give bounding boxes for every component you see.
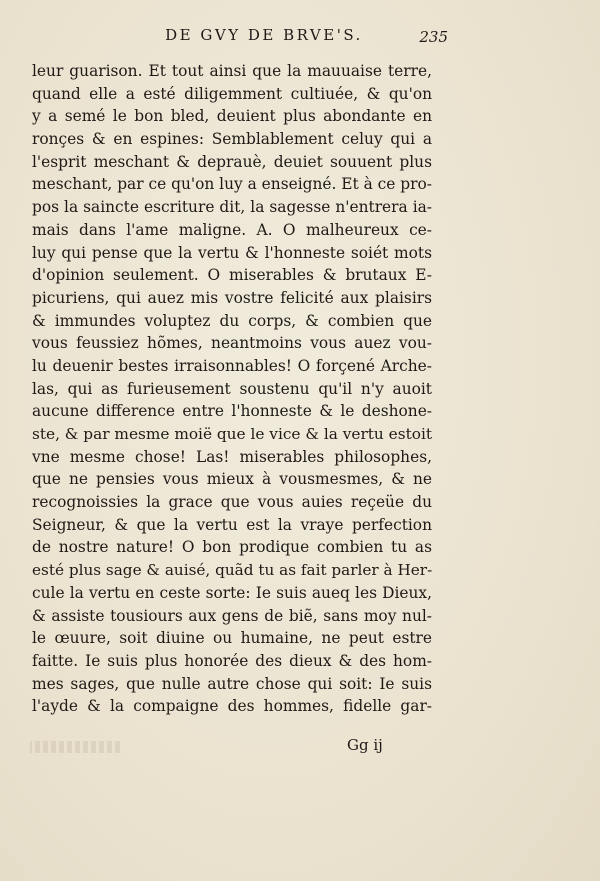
text-line: leur guarison. Et tout ainsi que la mauuaise terre, [32, 62, 432, 80]
text-line: vous feussiez hõmes, neantmoins vous auez vou- [32, 334, 432, 353]
text-line: de nostre nature! O bon prodique combien tu as [32, 538, 432, 557]
text-line: las, qui as furieusement soustenu qu'il n'y auoit [32, 379, 432, 398]
text-line: l'esprit meschant & deprauè, deuiet souuent plus [32, 152, 432, 171]
text-line: ronçes & en espines: Semblablement celuy qui a [32, 130, 432, 149]
text-line: lu deuenir bestes irraisonnables! O forçené Arche- [32, 356, 432, 375]
text-line: faitte. Ie suis plus honorée des dieux & des hom- [32, 651, 432, 670]
text-line: vne mesme chose! Las! miserables philosophes, [32, 447, 432, 466]
text-line: mais dans l'ame maligne. A. O malheureux ce- [32, 220, 432, 239]
text-line: le œuure, soit diuine ou humaine, ne peut estre [32, 629, 432, 648]
text-line: recognoissies la grace que vous auies reçeüe du [32, 493, 432, 512]
page-number: 235 [419, 28, 448, 46]
text-line: meschant, par ce qu'on luy a enseigné. Et à ce pro- [32, 175, 432, 194]
text-line: & assiste tousiours aux gens de biẽ, sans moy nul- [32, 606, 432, 625]
text-line: y a semé le bon bled, deuient plus abondante en [32, 107, 432, 126]
text-line: picuriens, qui auez mis vostre felicité aux plaisirs [32, 288, 432, 307]
body-text [32, 60, 432, 718]
signature-mark: Gg ij [347, 736, 383, 754]
text-line: cule la vertu en ceste sorte: Ie suis aueq les Dieux, [32, 583, 432, 602]
running-head: DE GVY DE BRVE'S. [165, 26, 363, 44]
text-line: & immundes voluptez du corps, & combien que [32, 311, 432, 330]
show-through-bleed [30, 741, 120, 753]
text-line: quand elle a esté diligemment cultiuée, & qu'on [32, 84, 432, 103]
text-line: aucune difference entre l'honneste & le deshone- [32, 402, 432, 421]
text-line: ste, & par mesme moië que le vice & la vertu estoit [32, 425, 433, 443]
text-line: l'ayde & la compaigne des hommes, fidelle gar- [32, 697, 432, 716]
text-line: luy qui pense que la vertu & l'honneste soiét mots [32, 243, 432, 262]
text-line: esté plus sage & auisé, quãd tu as fait parler à Her- [32, 561, 433, 580]
text-line: d'opinion seulement. O miserables & brutaux E- [32, 266, 432, 285]
text-line: pos la saincte escriture dit, la sagesse n'entrera ia- [32, 198, 432, 217]
text-line: mes sages, que nulle autre chose qui soit: Ie suis [32, 674, 432, 693]
text-line: que ne pensies vous mieux à vousmesmes, & ne [32, 470, 432, 489]
text-line: Seigneur, & que la vertu est la vraye perfection [32, 515, 432, 534]
